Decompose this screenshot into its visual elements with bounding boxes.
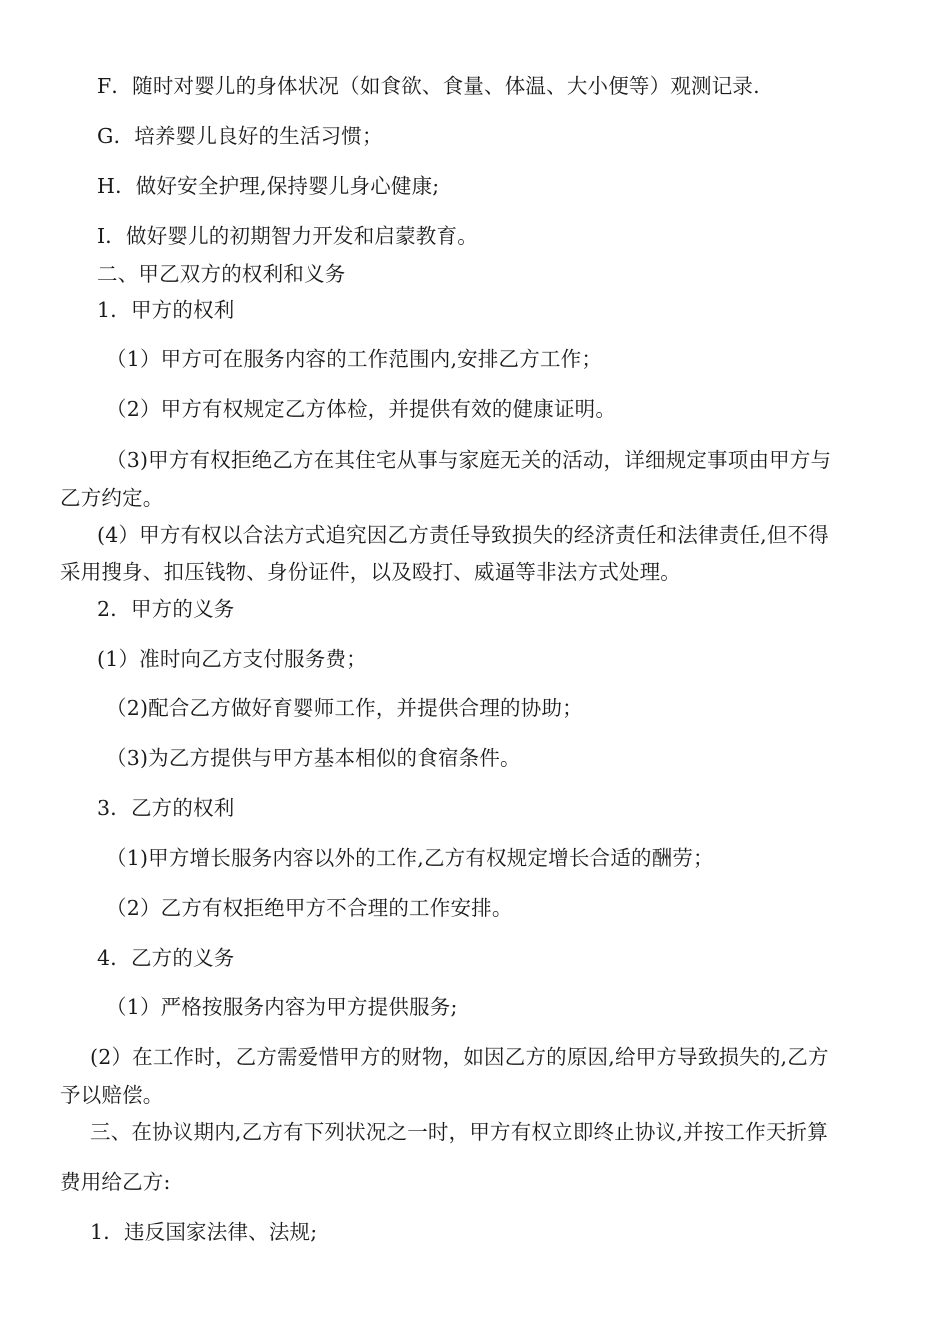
text-line: 予以赔偿。	[60, 1083, 164, 1107]
text-line: （2)配合乙方做好育婴师工作，并提供合理的协助；	[106, 696, 583, 720]
text-line: （1）甲方可在服务内容的工作范围内,安排乙方工作；	[106, 347, 603, 371]
text-line: (1）准时向乙方支付服务费；	[97, 647, 367, 671]
text-line: H．做好安全护理,保持婴儿身心健康;	[97, 174, 440, 198]
text-line: （3)为乙方提供与甲方基本相似的食宿条件。	[106, 746, 521, 770]
section-heading: 二、甲乙双方的权利和义务	[97, 262, 346, 286]
text-line: 1．违反国家法律、法规;	[90, 1220, 318, 1244]
subsection-heading: 1．甲方的权利	[97, 298, 235, 322]
text-line: （3)甲方有权拒绝乙方在其住宅从事与家庭无关的活动，详细规定事项由甲方与	[106, 448, 832, 472]
text-line: （1）严格按服务内容为甲方提供服务;	[106, 995, 458, 1019]
text-line: F．随时对婴儿的身体状况（如食欲、食量、体温、大小便等）观测记录.	[97, 74, 760, 98]
text-line: (2）在工作时，乙方需爱惜甲方的财物，如因乙方的原因,给甲方导致损失的,乙方	[90, 1045, 829, 1069]
text-line: 乙方约定。	[60, 486, 164, 510]
text-line: (4）甲方有权以合法方式追究因乙方责任导致损失的经济责任和法律责任,但不得	[97, 523, 829, 547]
text-line: I．做好婴儿的初期智力开发和启蒙教育。	[97, 224, 478, 248]
subsection-heading: 4．乙方的义务	[97, 946, 235, 970]
subsection-heading: 2．甲方的义务	[97, 597, 235, 621]
section-heading: 三、在协议期内,乙方有下列状况之一时，甲方有权立即终止协议,并按工作天折算	[90, 1120, 828, 1144]
text-line: （1)甲方增长服务内容以外的工作,乙方有权规定增长合适的酬劳；	[106, 846, 714, 870]
text-line: 费用给乙方:	[60, 1170, 171, 1194]
text-line: （2）甲方有权规定乙方体检，并提供有效的健康证明。	[106, 397, 617, 421]
text-line: G．培养婴儿良好的生活习惯；	[97, 124, 383, 148]
text-line: 采用搜身、扣压钱物、身份证件，以及殴打、威逼等非法方式处理。	[60, 560, 681, 584]
text-line: （2）乙方有权拒绝甲方不合理的工作安排。	[106, 896, 513, 920]
subsection-heading: 3．乙方的权利	[97, 796, 235, 820]
